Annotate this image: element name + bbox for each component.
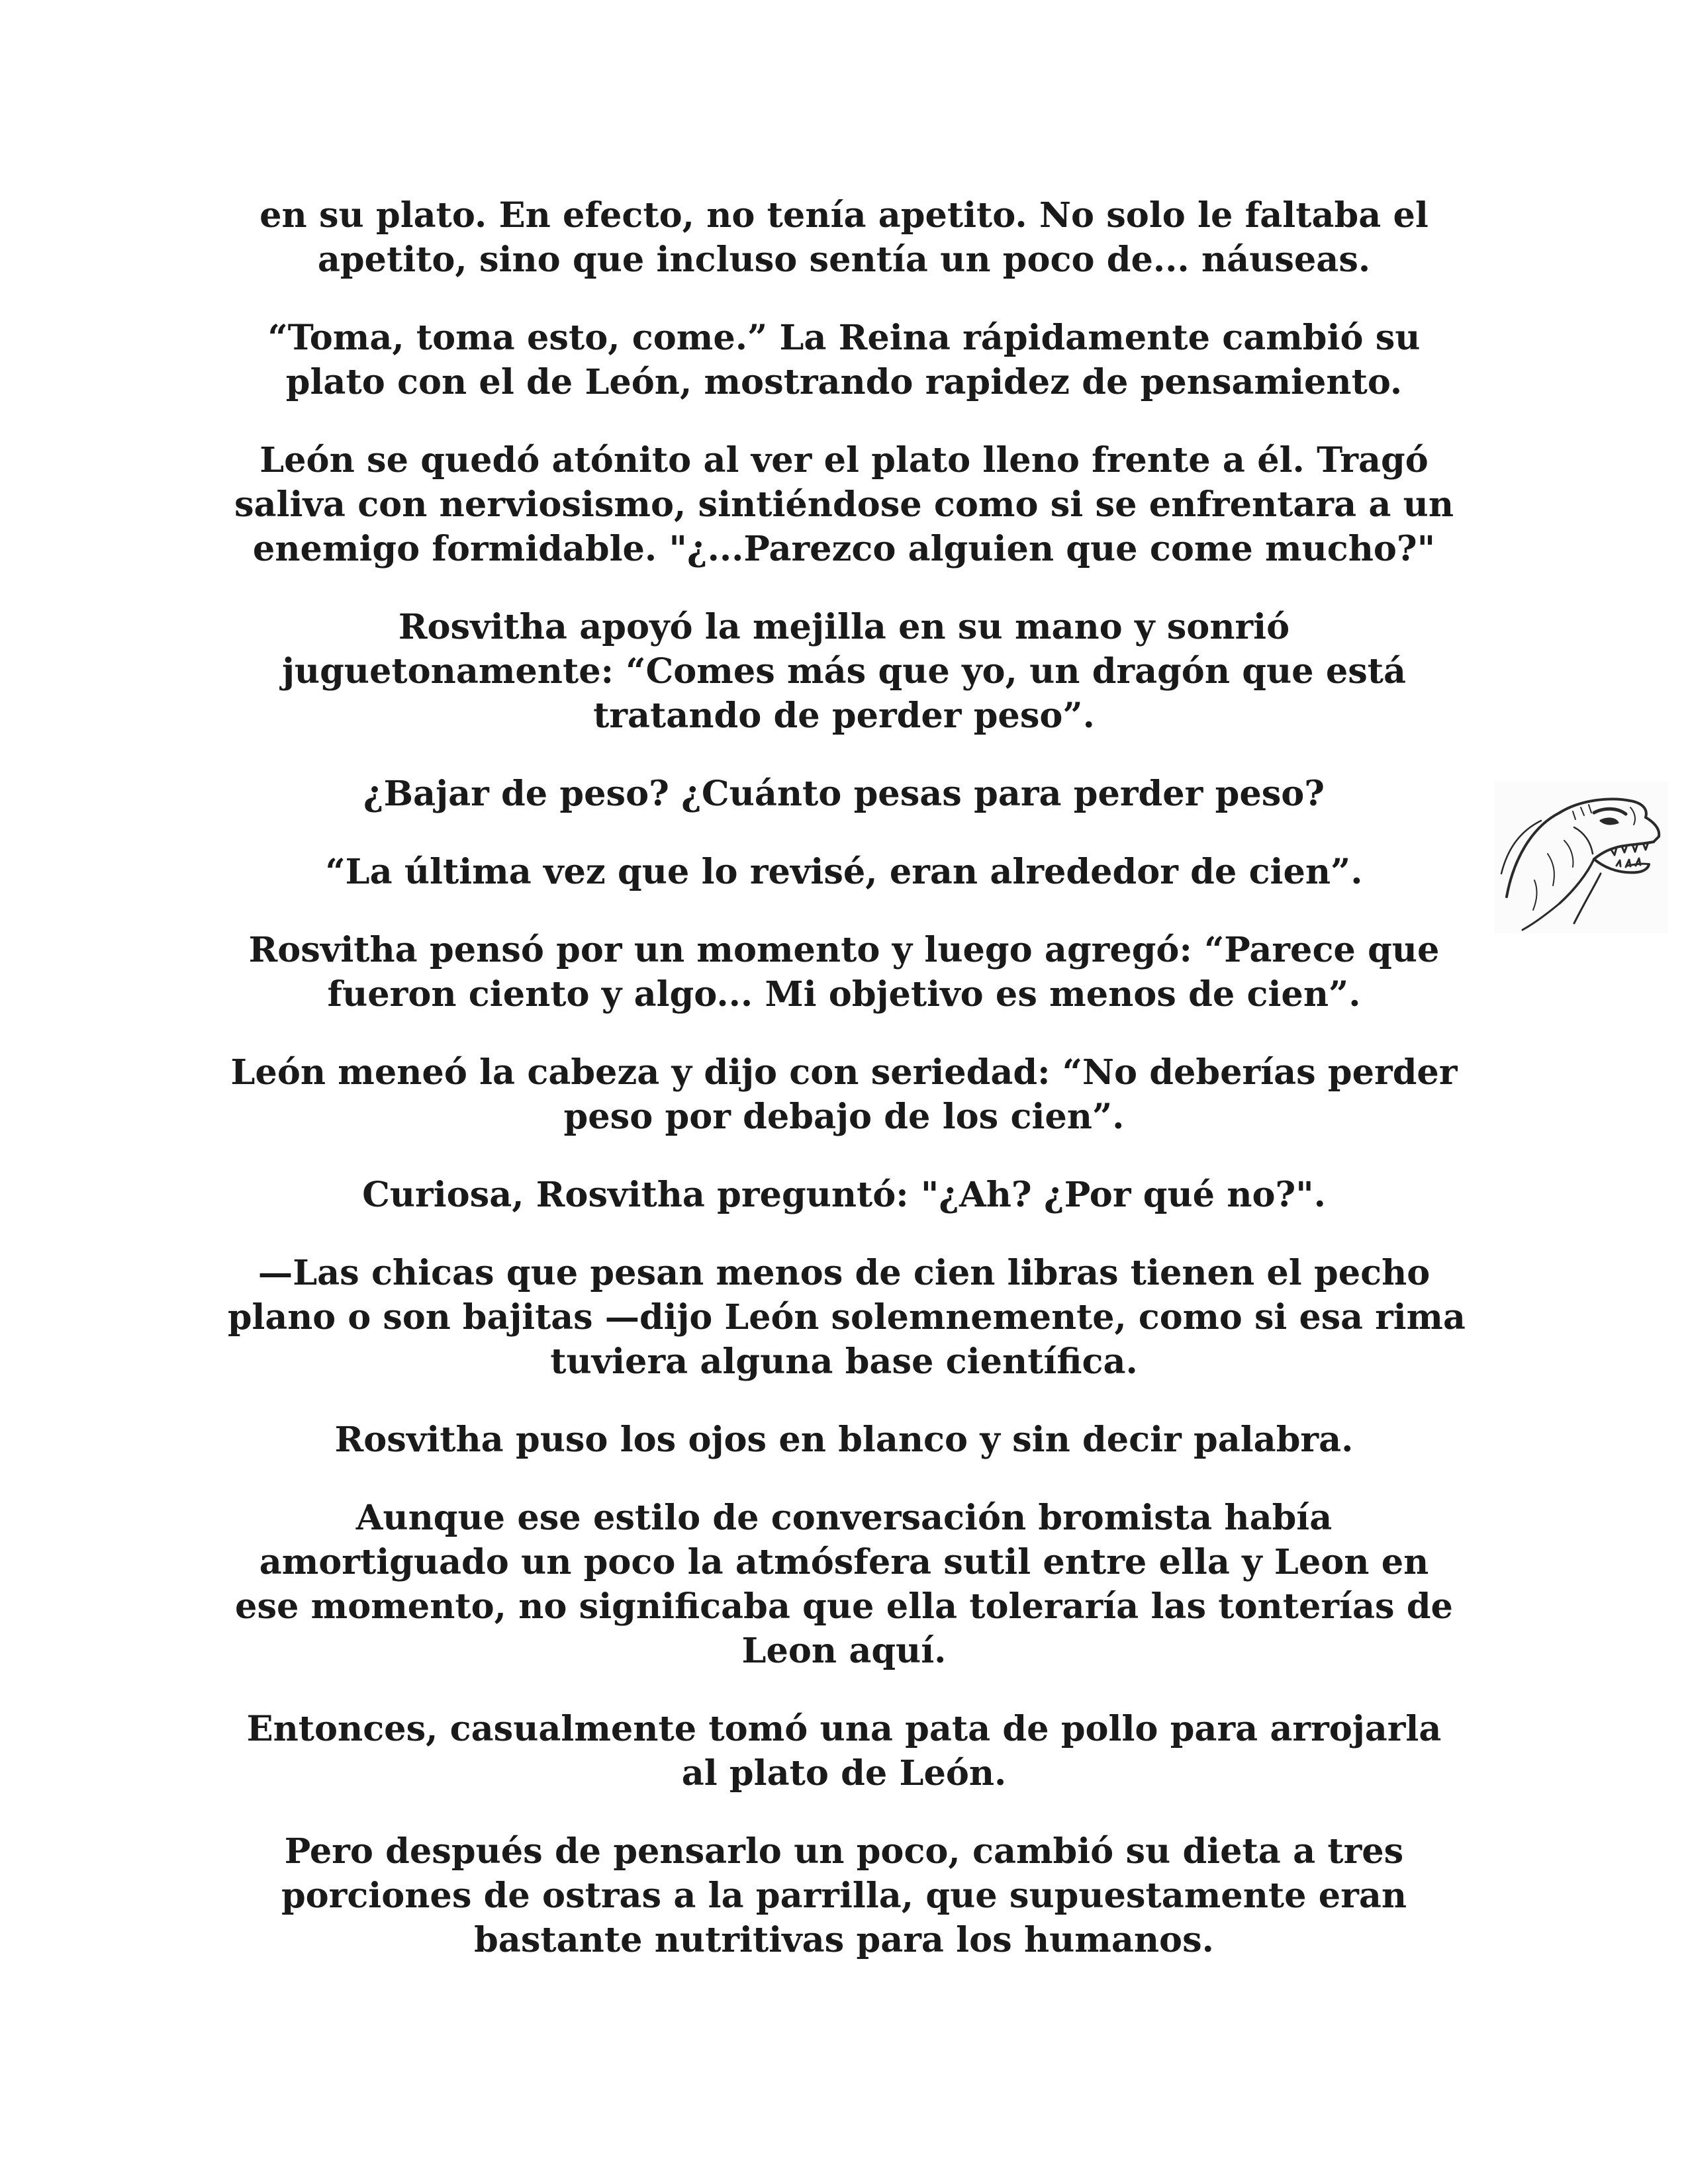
text-line: peso por debajo de los cien”. bbox=[563, 1097, 1125, 1137]
text-line: amortiguado un poco la atmósfera sutil entre ella y Leon en bbox=[259, 1542, 1429, 1582]
paragraph bbox=[225, 1251, 1466, 1384]
paragraph bbox=[225, 193, 1463, 282]
text-line: apetito, sino que incluso sentía un poco de... náuseas. bbox=[317, 240, 1371, 280]
text-line: plano o son bajitas —dijo León solemnemente, como si esa rima bbox=[227, 1297, 1466, 1338]
text-line: tuviera alguna base científica. bbox=[550, 1342, 1138, 1382]
text-line: saliva con nerviosismo, sintiéndose como si se enfrentara a un bbox=[234, 484, 1454, 525]
text-line: “Toma, toma esto, come.” La Reina rápidamente cambió su bbox=[267, 318, 1421, 358]
text-line: Curiosa, Rosvitha preguntó: "¿Ah? ¿Por qué no?". bbox=[362, 1175, 1326, 1215]
text-line: Entonces, casualmente tomó una pata de pollo para arrojarla bbox=[246, 1709, 1442, 1749]
text-line: tratando de perder peso”. bbox=[593, 696, 1095, 736]
paragraph bbox=[225, 1496, 1463, 1673]
paragraph bbox=[225, 605, 1463, 738]
text-line: León meneó la cabeza y dijo con seriedad: “No deberías perder bbox=[230, 1052, 1458, 1093]
text-line: juguetonamente: “Comes más que yo, un dragón que está bbox=[281, 651, 1407, 692]
paragraph bbox=[225, 316, 1463, 404]
text-line: porciones de ostras a la parrilla, que supuestamente eran bbox=[281, 1876, 1407, 1916]
paragraph bbox=[225, 1173, 1463, 1217]
text-line: Leon aquí. bbox=[741, 1631, 947, 1671]
paragraph bbox=[225, 928, 1463, 1017]
text-line: plato con el de León, mostrando rapidez de pensamiento. bbox=[285, 362, 1403, 402]
paragraph bbox=[225, 438, 1463, 571]
paragraph bbox=[225, 1707, 1463, 1796]
text-line: bastante nutritivas para los humanos. bbox=[474, 1920, 1214, 1960]
paragraph bbox=[225, 1829, 1463, 1962]
story-text bbox=[225, 193, 1466, 1996]
text-line: “La última vez que lo revisé, eran alrededor de cien”. bbox=[325, 852, 1363, 892]
text-line: Rosvitha apoyó la mejilla en su mano y sonrió bbox=[398, 607, 1290, 647]
paragraph bbox=[225, 1050, 1463, 1139]
text-line: en su plato. En efecto, no tenía apetito. No solo le faltaba el bbox=[259, 195, 1429, 236]
text-line: ¿Bajar de peso? ¿Cuánto pesas para perder peso? bbox=[363, 774, 1325, 814]
dinosaur-head-sketch-icon bbox=[1495, 781, 1668, 933]
text-line: Aunque ese estilo de conversación bromista había bbox=[355, 1498, 1333, 1538]
text-line: Pero después de pensarlo un poco, cambió su dieta a tres bbox=[284, 1831, 1404, 1872]
text-line: —Las chicas que pesan menos de cien libras tienen el pecho bbox=[258, 1253, 1430, 1293]
text-line: Rosvitha pensó por un momento y luego agregó: “Parece que bbox=[248, 930, 1440, 970]
text-line: fueron ciento y algo... Mi objetivo es menos de cien”. bbox=[327, 974, 1361, 1015]
text-line: al plato de León. bbox=[681, 1753, 1007, 1794]
text-line: enemigo formidable. "¿...Parezco alguien que come mucho?" bbox=[252, 529, 1436, 569]
paragraph bbox=[225, 1418, 1463, 1462]
paragraph bbox=[225, 772, 1463, 816]
text-line: Rosvitha puso los ojos en blanco y sin decir palabra. bbox=[334, 1420, 1354, 1460]
text-line: León se quedó atónito al ver el plato lleno frente a él. Tragó bbox=[259, 440, 1429, 480]
paragraph bbox=[225, 850, 1463, 894]
text-line: ese momento, no significaba que ella toleraría las tonterías de bbox=[235, 1586, 1453, 1627]
